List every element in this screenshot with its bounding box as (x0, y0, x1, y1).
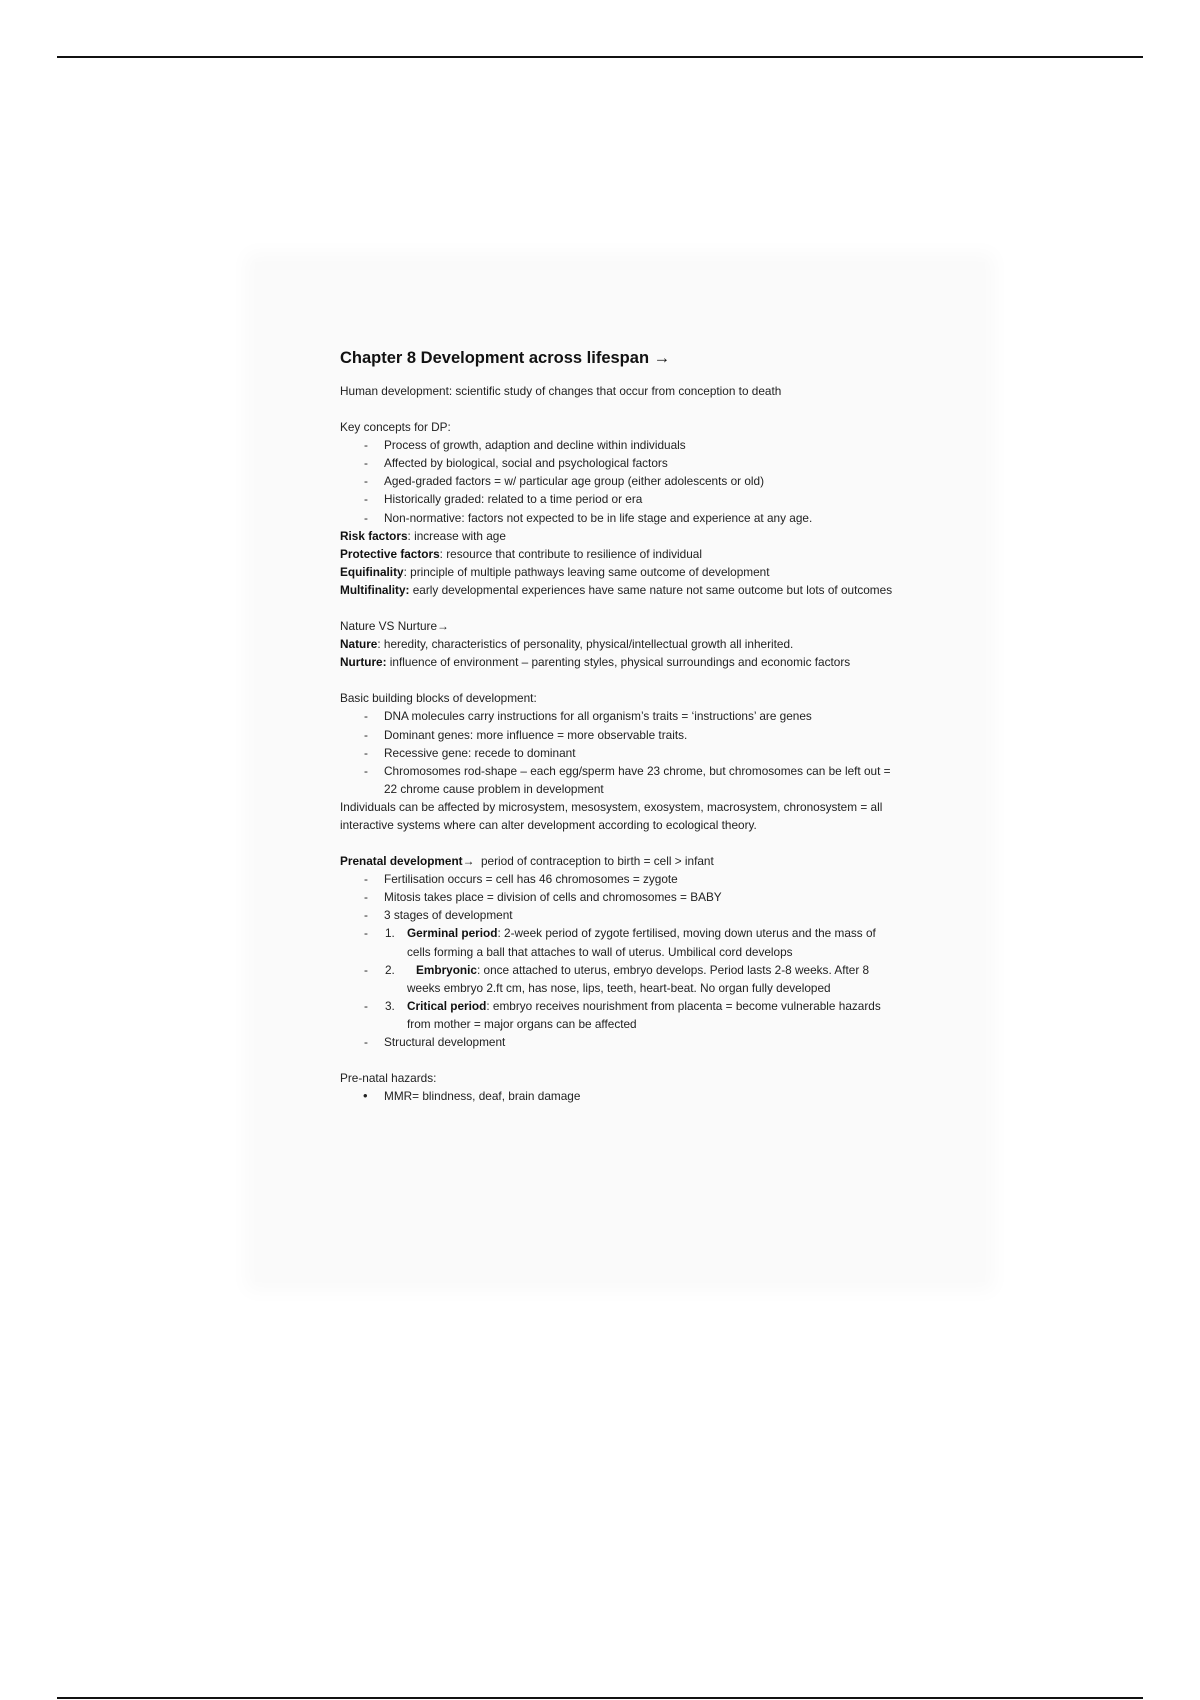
list-item: • MMR= blindness, deaf, brain damage (340, 1087, 900, 1105)
list-item: - Structural development (340, 1033, 900, 1051)
hazards-heading: Pre-natal hazards: (340, 1071, 437, 1086)
term-equifinality (340, 563, 900, 581)
stage-item (340, 997, 900, 1033)
prenatal-heading (340, 852, 900, 870)
list-item: - Mitosis takes place = division of cells and chromosomes = BABY (340, 888, 900, 906)
term-definition: : principle of multiple pathways leaving same outcome of development (403, 564, 770, 579)
prenatal-list (340, 870, 900, 1051)
term-definition: : heredity, characteristics of personality, physical/intellectual growth all inherited. (377, 637, 794, 652)
nature-nurture-heading: Nature VS Nurture→ (340, 619, 449, 634)
building-blocks-heading: Basic building blocks of development: (340, 691, 537, 706)
list-item: - Recessive gene: recede to dominant (340, 744, 900, 762)
prenatal-heading-text: period of contraception to birth = cell > infant (474, 854, 714, 869)
list-item (340, 906, 900, 1033)
intro-text: Human development: scientific study of changes that occur from conception to death (340, 384, 782, 398)
stage-item (340, 961, 900, 997)
term-risk-factors (340, 527, 900, 545)
stage-definition: : once attached to uterus, embryo develops. Period lasts 2-8 weeks. After 8 weeks embryo 2.ft cm, has nose, lips, teeth, heart-beat. No organ fully developed (407, 962, 870, 995)
stage-term: Embryonic (416, 962, 477, 977)
term-nature (340, 635, 900, 653)
list-item: - Non-normative: factors not expected to be in life stage and experience at any age. (340, 509, 900, 527)
prenatal-heading-label: Prenatal development→ (340, 854, 475, 869)
list-item: - Dominant genes: more influence = more observable traits. (340, 726, 900, 744)
stage-item (340, 924, 900, 960)
hazards-list (340, 1087, 900, 1105)
list-item: - DNA molecules carry instructions for all organism’s traits = ‘instructions’ are genes (340, 707, 900, 725)
list-item: - Aged-graded factors = w/ particular age group (either adolescents or old) (340, 472, 900, 490)
stage-number: - 3. (385, 998, 395, 1013)
term-definition: early developmental experiences have same nature not same outcome but lots of outcomes (409, 582, 893, 597)
term-definition: : increase with age (407, 528, 506, 543)
stage-definition: : embryo receives nourishment from placenta = become vulnerable hazards from mother = major organs can be affected (407, 998, 881, 1031)
building-blocks-list (340, 707, 900, 797)
list-item: - Affected by biological, social and psychological factors (340, 454, 900, 472)
stage-number: - 1. (385, 926, 395, 941)
ecological-note: Individuals can be affected by microsystem, mesosystem, exosystem, macrosystem, chronosystem = all interactive systems where can alter development according to ecological theory. (340, 799, 883, 832)
term-definition: : resource that contribute to resilience of individual (439, 546, 702, 561)
document-body (340, 347, 900, 1105)
stage-term: Germinal period (407, 926, 498, 941)
term-label: Multifinality: (340, 582, 410, 597)
term-label: Protective factors (340, 546, 440, 561)
term-label: Nature (340, 637, 378, 652)
term-label: Equifinality (340, 564, 404, 579)
term-protective-factors (340, 545, 900, 563)
stage-term: Critical period (407, 998, 487, 1013)
term-multifinality (340, 581, 900, 599)
list-item: - Chromosomes rod-shape – each egg/sperm have 23 chrome, but chromosomes can be left out = 22 chrome cause problem in development (340, 762, 900, 798)
term-label: Nurture: (340, 655, 387, 670)
term-definition: influence of environment – parenting styles, physical surroundings and economic factors (386, 655, 851, 670)
stages-list (340, 924, 900, 1033)
top-rule (57, 56, 1143, 58)
key-concepts-list (340, 436, 900, 526)
list-item: - Process of growth, adaption and decline within individuals (340, 436, 900, 454)
term-label: Risk factors (340, 528, 408, 543)
stage-definition: : 2-week period of zygote fertilised, moving down uterus and the mass of cells forming a ball that attaches to wall of uterus. Umbilical cord develops (407, 926, 876, 959)
key-concepts-heading: Key concepts for DP: (340, 420, 451, 435)
stage-number: - 2. (385, 962, 395, 977)
term-nurture (340, 653, 900, 671)
bottom-rule (57, 1697, 1143, 1699)
list-item-text: 3 stages of development (384, 908, 513, 923)
list-item: - Historically graded: related to a time period or era (340, 490, 900, 508)
list-item: - Fertilisation occurs = cell has 46 chromosomes = zygote (340, 870, 900, 888)
document-title: Chapter 8 Development across lifespan → (340, 349, 671, 367)
